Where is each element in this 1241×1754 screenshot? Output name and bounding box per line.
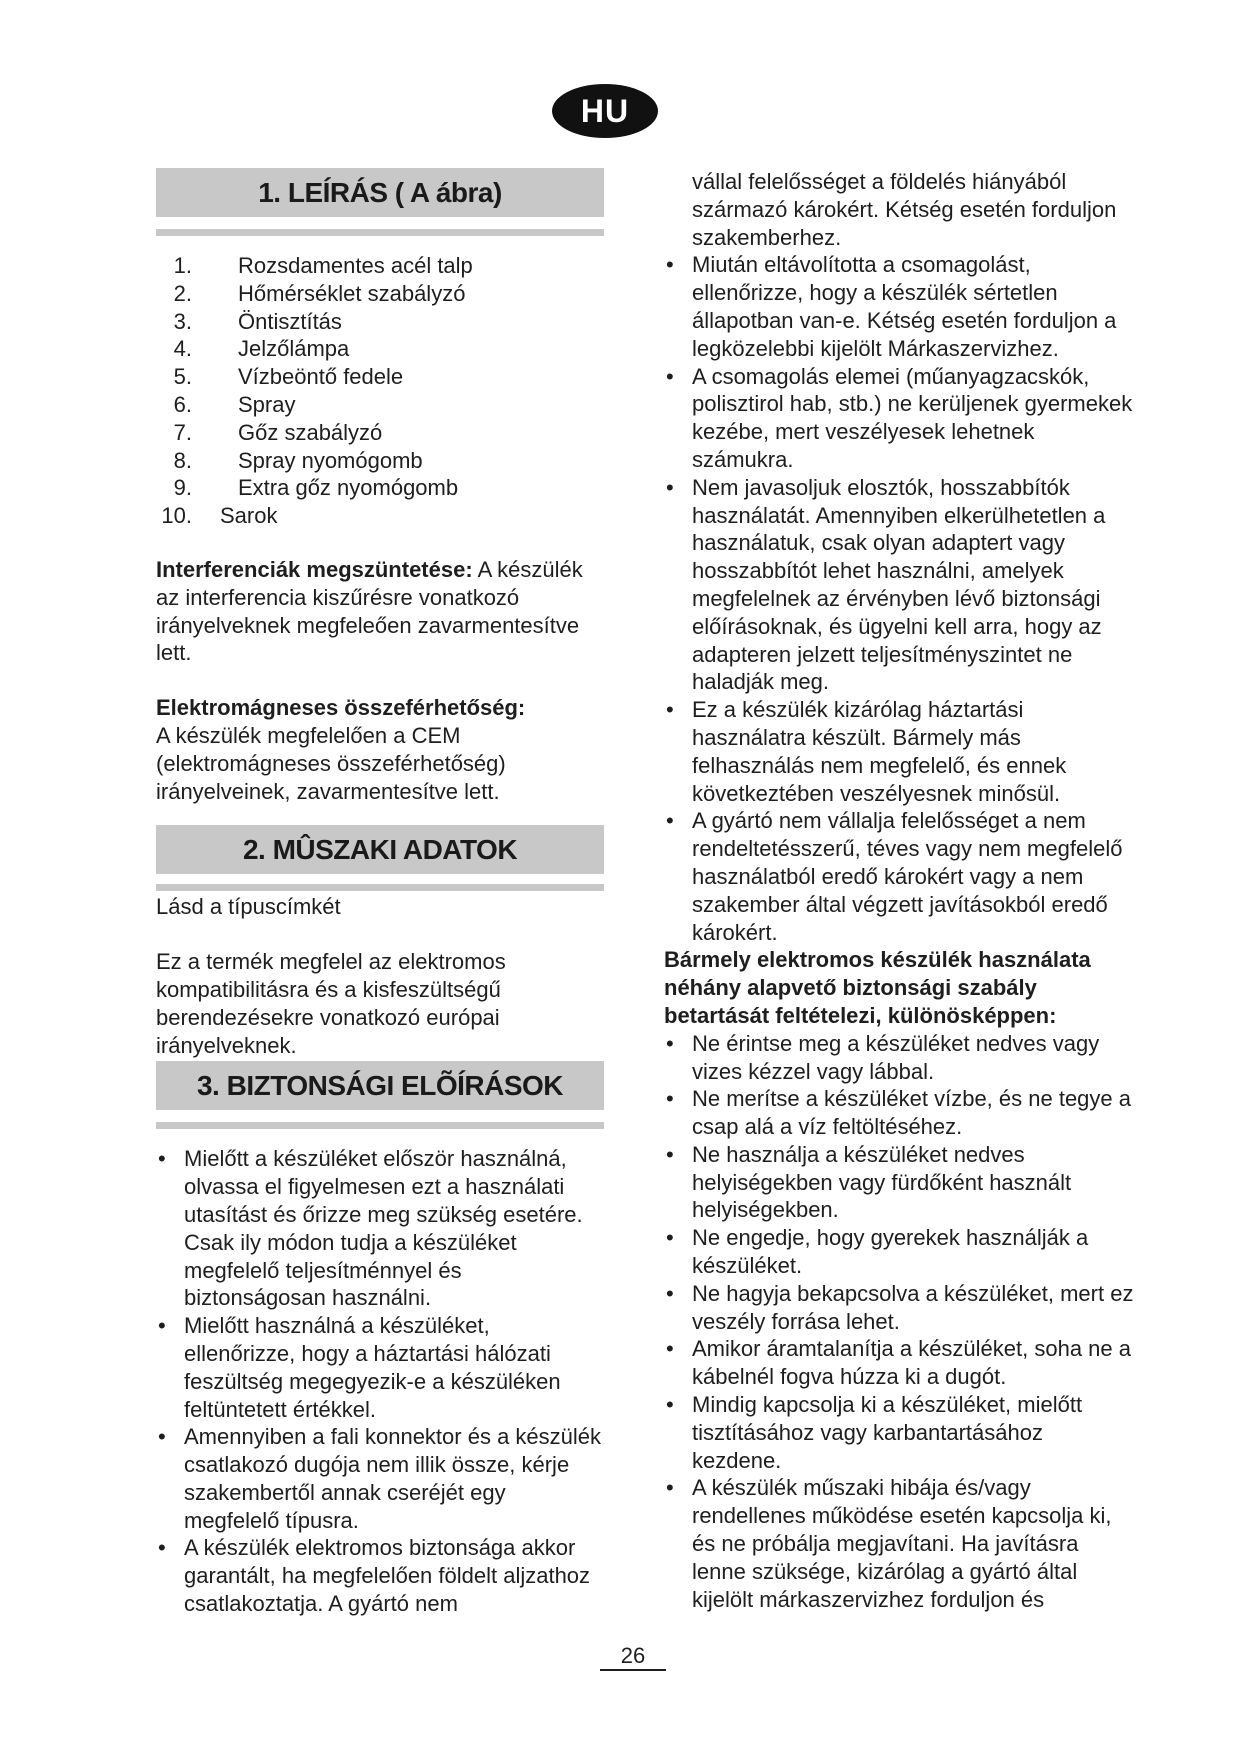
list-item: • Nem javasoljuk elosztók, hosszabbítók használatát. Amennyiben elkerülhetetlen a használatuk, csak olyan adaptert vagy hosszabbítót lehet használni, amelyek megfelelnek az érvényben lévő biztonsági előírásoknak, és ügyelni kell arra, hogy az adapteren jelzett teljesítményszintet ne haladják meg.	[664, 474, 1134, 696]
list-item: • Ez a készülék kizárólag háztartási használatra készült. Bármely más felhasználás nem megfelelő, és ennek következtében veszélyesnek minősül.	[664, 696, 1134, 807]
section2-header: 2. MÛSZAKI ADATOK	[156, 825, 604, 874]
emc-heading: Elektromágneses összeférhetőség:	[156, 695, 526, 721]
continuation-text: vállal felelősséget a földelés hiányából származó károkért. Kétség esetén forduljon szakemberhez.	[692, 169, 1117, 250]
part-number: 1.	[173, 253, 192, 278]
interference-text: A készülék az interferencia kiszűrésre vonatkozó irányelveknek megfeleően zavarmentesítve lett.	[156, 556, 583, 666]
part-number: 5.	[173, 364, 192, 390]
part-label: Spray nyomógomb	[238, 447, 423, 473]
interference-heading: Interferenciák megszüntetése:	[156, 556, 473, 582]
list-item: • Ne engedje, hogy gyerekek használják a készüléket.	[664, 1224, 1134, 1280]
part-label: Öntisztítás	[238, 308, 342, 334]
list-item	[156, 308, 604, 336]
part-label: Gőz szabályzó	[238, 419, 383, 445]
list-item: • A csomagolás elemei (műanyagzacskók, polisztirol hab, stb.) ne kerüljenek gyermekek kezébe, mert veszélyesek lehetnek számukra.	[664, 363, 1134, 474]
page-number: 26	[600, 1643, 666, 1671]
list-item: • Mielőtt használná a készüléket, ellenőrizze, hogy a háztartási hálózati feszültség megegyezik-e a készüléken feltüntetett értékkel.	[156, 1312, 604, 1423]
list-item	[156, 447, 604, 475]
section3-rule	[156, 1122, 604, 1129]
list-item	[156, 252, 604, 280]
list-item	[156, 363, 604, 391]
list-item: • Miután eltávolította a csomagolást, ellenőrizze, hogy a készülék sértetlen állapotban van-e. Kétség esetén forduljon a legközelebbi kijelölt Márkaszervizhez.	[664, 251, 1134, 362]
list-item	[156, 280, 604, 308]
safety-list-left	[156, 1145, 604, 1618]
list-item: • Amikor áramtalanítja a készüléket, soha ne a kábelnél fogva húzza ki a dugót.	[664, 1335, 1134, 1391]
part-label: Sarok	[220, 503, 278, 529]
list-item: • A gyártó nem vállalja felelősséget a nem rendeltetésszerű, téves vagy nem megfelelő használatból eredő károkért vagy a nem szakember által végzett javításokból eredő károkért.	[664, 807, 1134, 946]
part-number: 7.	[173, 419, 192, 445]
section1-rule	[156, 229, 604, 236]
section1-header: 1. LEÍRÁS ( A ábra)	[156, 168, 604, 217]
part-label: Rozsdamentes acél talp	[238, 253, 473, 278]
part-label: Spray	[238, 391, 296, 417]
list-item: • Mielőtt a készüléket először használná, olvassa el figyelmesen ezt a használati utasítást és őrizze meg szükség esetére. Csak ily módon tudja a készüléket megfelelő teljesítménnyel és biztonságosan használni.	[156, 1145, 604, 1312]
list-item: • A készülék műszaki hibája és/vagy rendellenes működése esetén kapcsolja ki, és ne próbálja megjavítani. Ha javításra lenne szüksége, kizárólag a gyártó által kijelölt márkaszervizhez forduljon és	[664, 1474, 1134, 1613]
parts-list	[156, 252, 604, 530]
emc-text: A készülék megfelelően a CEM (elektromágneses összeférhetőség) irányelveinek, zavarmentesítve lett.	[156, 722, 506, 804]
right-column	[664, 168, 1134, 1613]
interference-paragraph	[156, 556, 604, 667]
part-number: 8.	[173, 447, 192, 473]
part-number: 6.	[173, 391, 192, 417]
list-item: • Ne érintse meg a készüléket nedves vagy vizes kézzel vagy lábbal.	[664, 1030, 1134, 1086]
list-item	[156, 335, 604, 363]
list-item: • Ne merítse a készüléket vízbe, és ne tegye a csap alá a víz feltöltéséhez.	[664, 1085, 1134, 1141]
list-item: • Mindig kapcsolja ki a készüléket, mielőtt tisztításához vagy karbantartásához kezdene.	[664, 1391, 1134, 1474]
part-number: 10.	[161, 503, 192, 529]
section3-header: 3. BIZTONSÁGI ELÕÍRÁSOK	[156, 1061, 604, 1110]
part-label: Hőmérséklet szabályzó	[238, 280, 466, 306]
part-label: Jelzőlámpa	[238, 336, 350, 362]
language-badge: HU	[552, 84, 658, 138]
left-column	[156, 168, 604, 1618]
part-label: Vízbeöntő fedele	[238, 364, 404, 390]
safety-intro: Bármely elektromos készülék használata néhány alapvető biztonsági szabály betartását feltételezi, különösképpen:	[664, 947, 1091, 1028]
part-number: 9.	[173, 475, 192, 501]
compliance-text: Ez a termék megfelel az elektromos kompatibilitásra és a kisfeszültségű berendezésekre vonatkozó európai irányelveknek.	[156, 949, 506, 1058]
list-item	[156, 502, 604, 530]
list-item	[156, 419, 604, 447]
list-item	[156, 474, 604, 502]
label-reference: Lásd a típuscímkét	[156, 894, 341, 920]
section2-rule	[156, 884, 604, 891]
list-item: • Ne hagyja bekapcsolva a készüléket, mert ez veszély forrása lehet.	[664, 1280, 1134, 1336]
list-item: • Amennyiben a fali konnektor és a készülék csatlakozó dugója nem illik össze, kérje szakembertől annak cseréjét egy megfelelő típusra.	[156, 1423, 604, 1534]
part-label: Extra gőz nyomógomb	[238, 475, 459, 501]
part-number: 4.	[173, 336, 192, 362]
list-item: • Ne használja a készüléket nedves helyiségekben vagy fürdőként használt helyiségekben.	[664, 1141, 1134, 1224]
part-number: 2.	[173, 280, 192, 306]
safety-list-right-b	[664, 1030, 1134, 1614]
list-item	[156, 391, 604, 419]
part-number: 3.	[173, 308, 192, 334]
safety-list-right-a	[664, 251, 1134, 946]
list-item: • A készülék elektromos biztonsága akkor garantált, ha megfelelően földelt aljzathoz csatlakoztatja. A gyártó nem	[156, 1534, 604, 1617]
